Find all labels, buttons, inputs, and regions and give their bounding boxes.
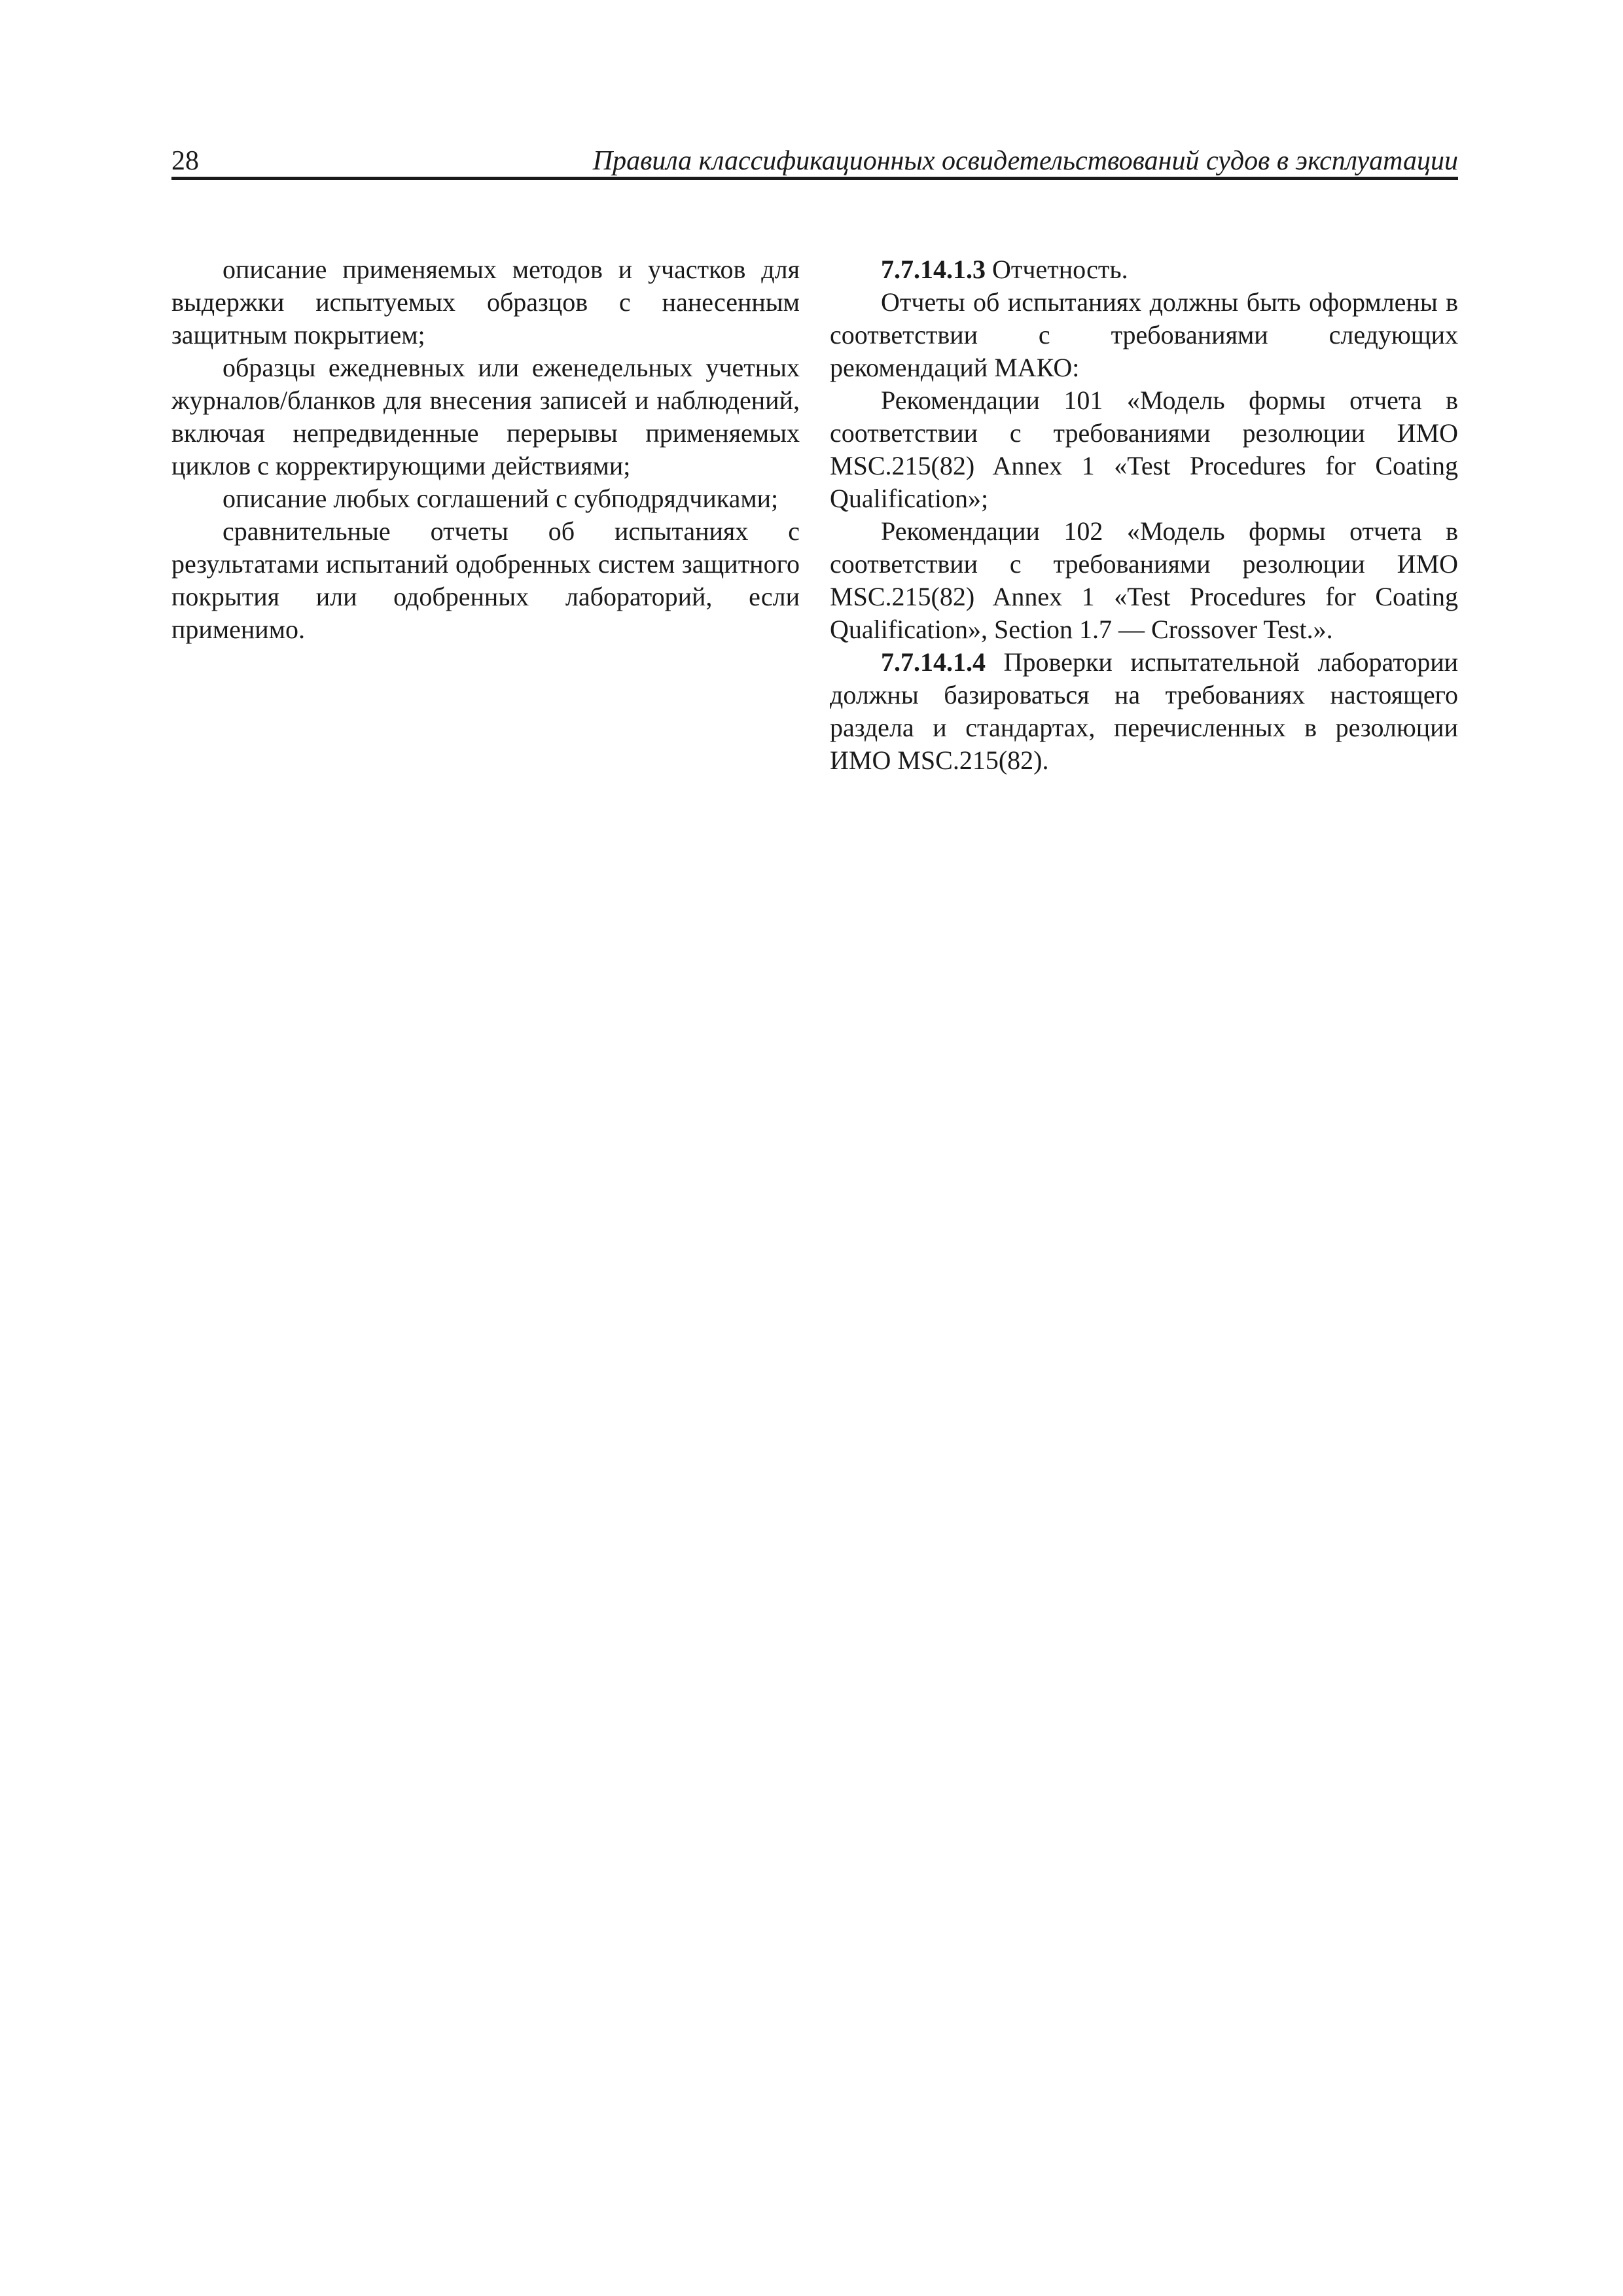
paragraph-recommendation-102: Рекомендации 102 «Модель формы отчета в соответствии с требованиями резолюции ИМО MSC.215(82) Annex 1 «Test Procedures for Coating Qualification», Section 1.7 — Crossover Test.».: [830, 516, 1458, 644]
header-rule: [171, 177, 1458, 180]
section-7-7-14-1-4: [830, 646, 1458, 777]
running-title: Правила классификационных освидетельствований судов в эксплуатации: [592, 146, 1458, 176]
running-header: [171, 143, 1458, 179]
paragraph-subcontractor-agreements: описание любых соглашений с субподрядчиками;: [223, 484, 779, 513]
section-body: Проверки испытательной лаборатории должны базироваться на требованиях настоящего раздела и стандартах, перечисленных в резолюции ИМО MSC.215(82).: [830, 647, 1458, 775]
page-number: 28: [171, 146, 199, 176]
section-number: 7.7.14.1.3: [881, 255, 986, 284]
paragraph-recommendation-101: Рекомендации 101 «Модель формы отчета в соответствии с требованиями резолюции ИМО MSC.215(82) Annex 1 «Test Procedures for Coating Qualification»;: [830, 386, 1458, 513]
section-heading: Отчетность.: [986, 255, 1128, 284]
paragraph-log-forms: образцы ежедневных или еженедельных учетных журналов/бланков для внесения записей и наблюдений, включая непредвиденные перерывы применяемых циклов с корректирующими действиями;: [171, 353, 800, 480]
section-7-7-14-1-3: [830, 253, 1458, 286]
right-column: [830, 253, 1458, 777]
paragraph-comparative-reports: сравнительные отчеты об испытаниях с результатами испытаний одобренных систем защитного покрытия или одобренных лабораторий, если применимо.: [171, 516, 800, 644]
left-column: [171, 253, 800, 646]
paragraph-report-requirements: Отчеты об испытаниях должны быть оформлены в соответствии с требованиями следующих рекомендаций МАКО:: [830, 287, 1458, 382]
paragraph-test-exposure-methods: описание применяемых методов и участков для выдержки испытуемых образцов с нанесенным защитным покрытием;: [171, 255, 800, 350]
section-number: 7.7.14.1.4: [881, 647, 986, 677]
